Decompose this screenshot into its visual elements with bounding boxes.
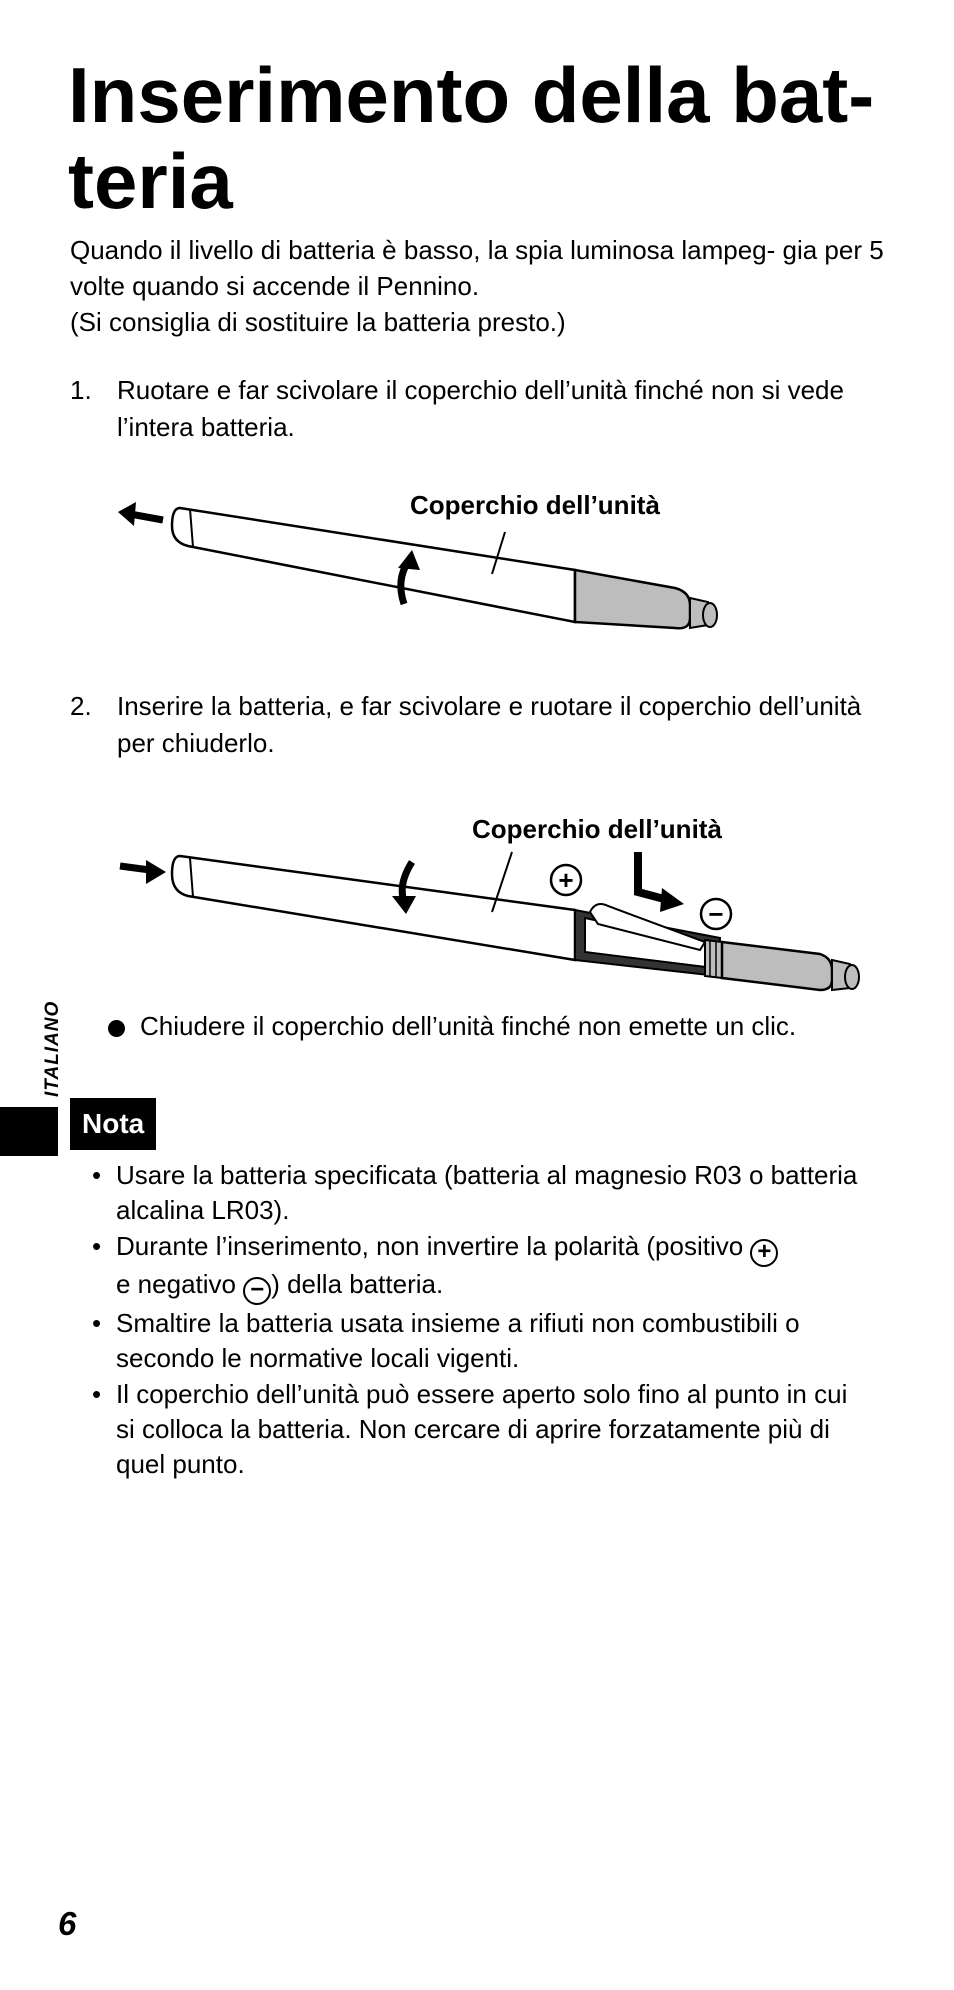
bullet-text: Chiudere il coperchio dell’unità finché non emette un clic. [140,1011,797,1041]
step-2 [70,688,870,762]
figure-close-cover [0,800,954,1005]
slide-left-arrow-icon [118,502,163,526]
step-2-number: 2. [70,691,92,721]
figure-2-label: Coperchio dell’unità [472,814,722,844]
note-item: • Durante l’inserimento, non invertire la polarità (positivo + e negativo − ) della batteria. [92,1229,862,1305]
bullet-item [108,1008,828,1044]
bullet-dot [108,1020,125,1037]
figure-1-label: Coperchio dell’unità [410,490,660,520]
step-1 [70,372,870,446]
insert-arrow-icon [638,852,684,912]
negative-icon: − [243,1277,271,1305]
svg-text:−: − [708,899,724,929]
intro-text [70,232,900,340]
page-number: 6 [58,1905,77,1942]
plus-icon [551,865,581,895]
language-side-label: ITALIANO [42,1000,63,1097]
pen-body [172,508,717,628]
note-item: • Il coperchio dell’unità può essere aperto solo fino al punto in cui si colloca la batteria. Non cercare di aprire forzatamente più di quel punto. [92,1377,862,1482]
figure-open-cover [0,470,954,650]
step-2-text: Inserire la batteria, e far scivolare e ruotare il coperchio dell’unità per chiuderlo. [117,691,862,758]
pen-body-open [172,856,859,990]
note-item: • Smaltire la batteria usata insieme a rifiuti non combustibili o secondo le normative locali vigenti. [92,1306,862,1376]
notes-list [92,1158,862,1483]
language-tab-marker [0,1107,58,1156]
minus-icon [701,899,731,929]
svg-text:+: + [558,865,574,895]
step-1-number: 1. [70,375,92,405]
page-title: Inserimento della bat- teria [68,51,875,225]
step-1-text: Ruotare e far scivolare il coperchio dell’unità finché non si vede l’intera batteria. [117,375,844,442]
intro-line-2: (Si consiglia di sostituire la batteria presto.) [70,307,566,337]
note-item: • Usare la batteria specificata (batteria al magnesio R03 o batteria alcalina LR03). [92,1158,862,1228]
nota-heading: Nota [70,1098,156,1150]
positive-icon: + [750,1239,778,1267]
slide-right-arrow-icon [120,860,166,884]
intro-line-1: Quando il livello di batteria è basso, la spia luminosa lampeg- gia per 5 volte quando si accende il Pennino. [70,235,884,301]
